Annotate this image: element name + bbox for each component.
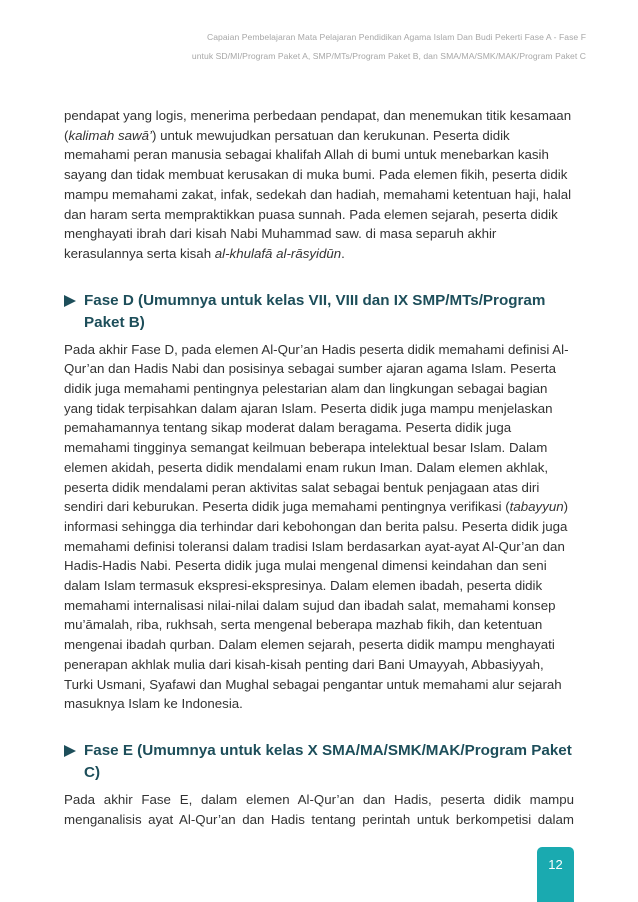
- italic-term: tabayyun: [509, 499, 564, 515]
- italic-term: kalimah sawā’: [68, 127, 152, 143]
- section-heading-fase-d: [64, 290, 574, 334]
- page-number: 12: [548, 857, 563, 872]
- triangle-bullet-icon: [64, 745, 76, 757]
- text-run: ) informasi sehingga dia terhindar dari kebohongan dan berita palsu. Peserta didik juga memahami definisi toleransi dalam tradisi Islam berdasarkan ayat-ayat Al-Qur’an dan Hadis-Hadis Nabi. Peserta didik juga mulai mengenal dimensi keindahan dan seni dalam Islam termasuk ekspresi-ekspresinya. Dalam elemen ibadah, peserta didik memahami internalisasi nilai-nilai dalam sujud dan ibadah salat, memahami konsep mu’āmalah, riba, rukhsah, serta mengenal beberapa mazhab fikih, dan ketentuan mengenai ibadah qurban. Dalam elemen sejarah, peserta didik mampu menghayati penerapan akhlak mulia dari kisah-kisah penting dari Bani Umayyah, Abbasiyyah, Turki Usmani, Syafawi dan Mughal sebagai pengantar untuk memahami alur sejarah masuknya Islam ke Indonesia.: [64, 499, 569, 712]
- running-head: [192, 28, 586, 66]
- italic-term: al-khulafā al-rāsyidūn: [214, 245, 342, 261]
- paragraph-fase-e-line-1: Pada akhir Fase E, dalam elemen Al-Qur’an dan Hadis, peserta didik mampu: [64, 791, 574, 807]
- text-run: pendapat yang logis, menerima perbedaan pendapat, dan menemukan titik kesamaan (: [64, 108, 572, 143]
- paragraph-fase-d: [64, 340, 574, 714]
- section-heading-text: Fase D (Umumnya untuk kelas VII, VIII dan IX SMP/MTs/Program Paket B): [84, 291, 546, 331]
- text-run: Pada akhir Fase D, pada elemen Al-Qur’an Hadis peserta didik memahami definisi Al-Qur’an dan Hadis Nabi dan posisinya sebagai sumber ajaran agama Islam. Peserta didik juga memahami pentingnya pelestarian alam dan lingkungan sebagai bagian yang tidak terpisahkan dalam ajaran Islam. Peserta didik juga mampu menjelaskan pemahamannya tentang sikap moderat dalam beragama. Peserta didik juga memahami tingginya semangat keilmuan beberapa intelektual besar Islam. Dalam elemen akidah, peserta didik mendalami enam rukun Iman. Dalam elemen akhlak, peserta didik mendalami peran aktivitas salat sebagai bentuk penjagaan atas diri sendiri dari keburukan. Peserta didik juga memahami pentingnya verifikasi (: [64, 341, 569, 515]
- paragraph-fase-e-line-2: menganalisis ayat Al-Qur’an dan Hadis tentang perintah untuk berkompetisi dalam: [64, 811, 574, 827]
- section-heading-text: Fase E (Umumnya untuk kelas X SMA/MA/SMK/MAK/Program Paket C): [84, 741, 572, 781]
- running-head-line-2: untuk SD/MI/Program Paket A, SMP/MTs/Program Paket B, dan SMA/MA/SMK/MAK/Program Paket C: [191, 51, 586, 61]
- triangle-bullet-icon: [64, 295, 76, 307]
- page-number-tab: [537, 847, 574, 902]
- page-content: [64, 106, 574, 829]
- section-heading-fase-e: [64, 740, 574, 784]
- running-head-line-1: Capaian Pembelajaran Mata Pelajaran Pendidikan Agama Islam Dan Budi Pekerti Fase A - Fase F: [206, 32, 586, 42]
- paragraph-fase-c-end: [64, 106, 574, 264]
- text-run: ) untuk mewujudkan persatuan dan kerukunan. Peserta didik memahami peran manusia sebagai khalifah Allah di bumi untuk menebarkan kasih sayang dan tidak membuat kerusakan di muka bumi. Pada elemen fikih, peserta didik mampu memahami zakat, infak, sedekah dan hadiah, memahami ketentuan haji, halal dan haram serta mempraktikkan puasa sunnah. Pada elemen sejarah, peserta didik menghayati ibrah dari kisah Nabi Muhammad saw. di masa separuh akhir kerasulannya serta kisah: [64, 127, 572, 261]
- text-run: .: [341, 245, 345, 261]
